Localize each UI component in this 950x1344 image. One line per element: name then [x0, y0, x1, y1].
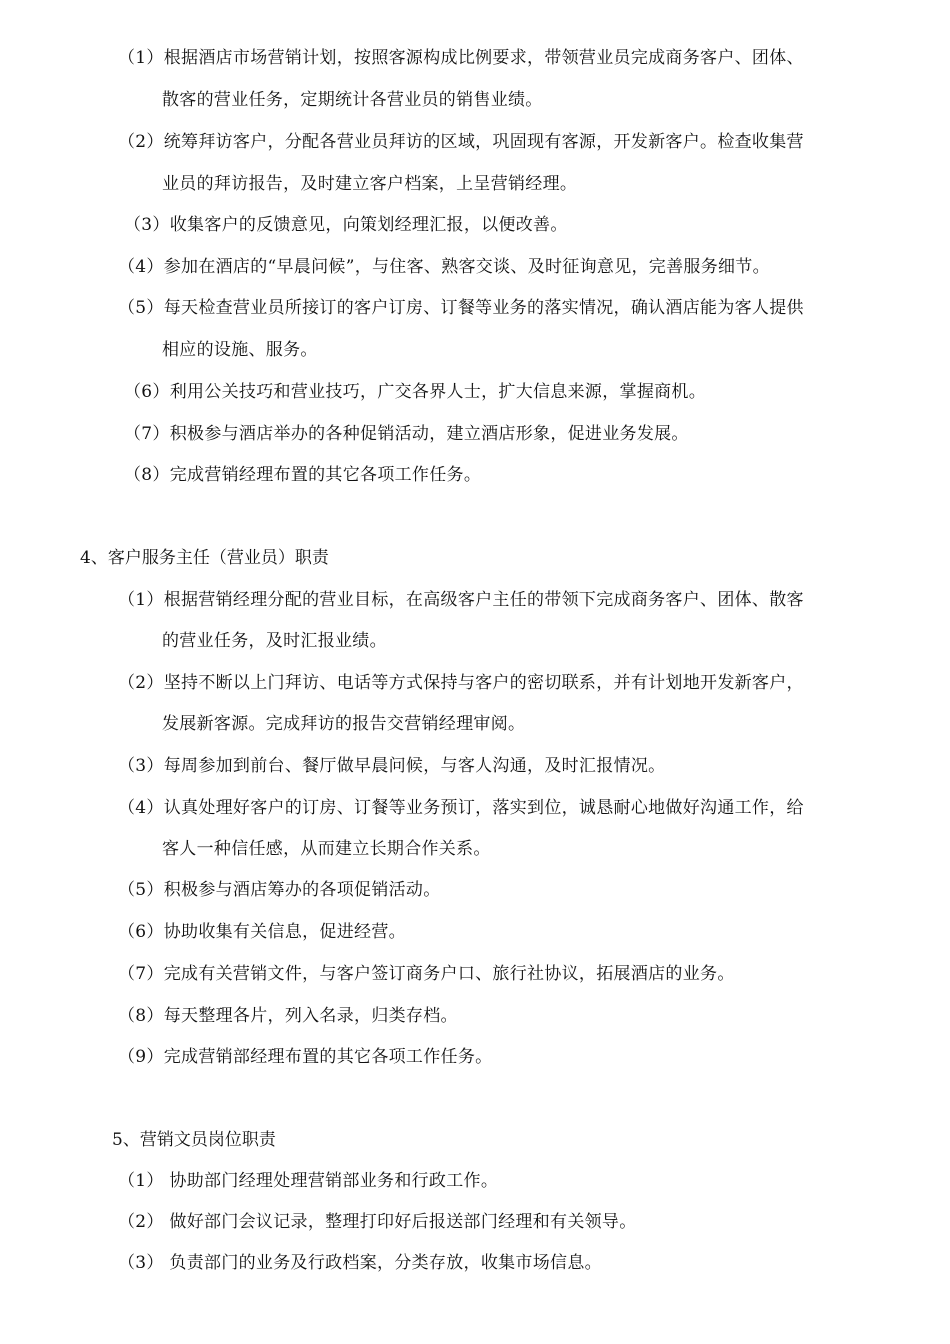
s4-item-4-line-2: 客人一种信任感，从而建立长期合作关系。 — [162, 839, 491, 859]
s4-item-1-line-2: 的营业任务，及时汇报业绩。 — [162, 631, 387, 651]
section-5-title: 5、营销文员岗位职责 — [112, 1130, 276, 1150]
s3-item-5-line-1: （5）每天检查营业员所接订的客户订房、订餐等业务的落实情况，确认酒店能为客人提供 — [118, 298, 804, 318]
s4-item-1-line-1: （1）根据营销经理分配的营业目标，在高级客户主任的带领下完成商务客户、团体、散客 — [118, 590, 804, 610]
s3-item-2-line-1: （2）统筹拜访客户，分配各营业员拜访的区域，巩固现有客源，开发新客户。检查收集营 — [118, 132, 804, 152]
s4-item-2-line-1: （2）坚持不断以上门拜访、电话等方式保持与客户的密切联系，并有计划地开发新客户， — [118, 673, 804, 693]
s3-item-3: （3）收集客户的反馈意见，向策划经理汇报，以便改善。 — [124, 215, 568, 235]
s4-item-5: （5）积极参与酒店筹办的各项促销活动。 — [118, 880, 441, 900]
s4-item-3: （3）每周参加到前台、餐厅做早晨问候，与客人沟通，及时汇报情况。 — [118, 756, 666, 776]
s3-item-8: （8）完成营销经理布置的其它各项工作任务。 — [124, 465, 482, 485]
section-4-title: 4、客户服务主任（营业员）职责 — [80, 548, 329, 568]
s4-item-2-line-2: 发展新客源。完成拜访的报告交营销经理审阅。 — [162, 714, 526, 734]
s4-item-4-line-1: （4）认真处理好客户的订房、订餐等业务预订，落实到位，诚恳耐心地做好沟通工作，给 — [118, 798, 804, 818]
s3-item-5-line-2: 相应的设施、服务。 — [162, 340, 318, 360]
s3-item-2-line-2: 业员的拜访报告，及时建立客户档案，上呈营销经理。 — [162, 174, 578, 194]
s3-item-4: （4）参加在酒店的“早晨问候”，与住客、熟客交谈、及时征询意见，完善服务细节。 — [118, 257, 770, 277]
s5-item-2: （2） 做好部门会议记录，整理打印好后报送部门经理和有关领导。 — [118, 1212, 637, 1232]
s3-item-1-line-1: （1）根据酒店市场营销计划，按照客源构成比例要求，带领营业员完成商务客户、团体、 — [118, 48, 804, 68]
s3-item-1-line-2: 散客的营业任务，定期统计各营业员的销售业绩。 — [162, 90, 543, 110]
s5-item-1: （1） 协助部门经理处理营销部业务和行政工作。 — [118, 1171, 499, 1191]
s3-item-6: （6）利用公关技巧和营业技巧，广交各界人士，扩大信息来源，掌握商机。 — [124, 382, 707, 402]
s4-item-9: （9）完成营销部经理布置的其它各项工作任务。 — [118, 1047, 493, 1067]
s4-item-8: （8）每天整理各片，列入名录，归类存档。 — [118, 1006, 458, 1026]
s3-item-7: （7）积极参与酒店举办的各种促销活动，建立酒店形象，促进业务发展。 — [124, 424, 689, 444]
s5-item-3: （3） 负责部门的业务及行政档案，分类存放，收集市场信息。 — [118, 1253, 602, 1273]
s4-item-7: （7）完成有关营销文件，与客户签订商务户口、旅行社协议，拓展酒店的业务。 — [118, 964, 735, 984]
s4-item-6: （6）协助收集有关信息，促进经营。 — [118, 922, 406, 942]
